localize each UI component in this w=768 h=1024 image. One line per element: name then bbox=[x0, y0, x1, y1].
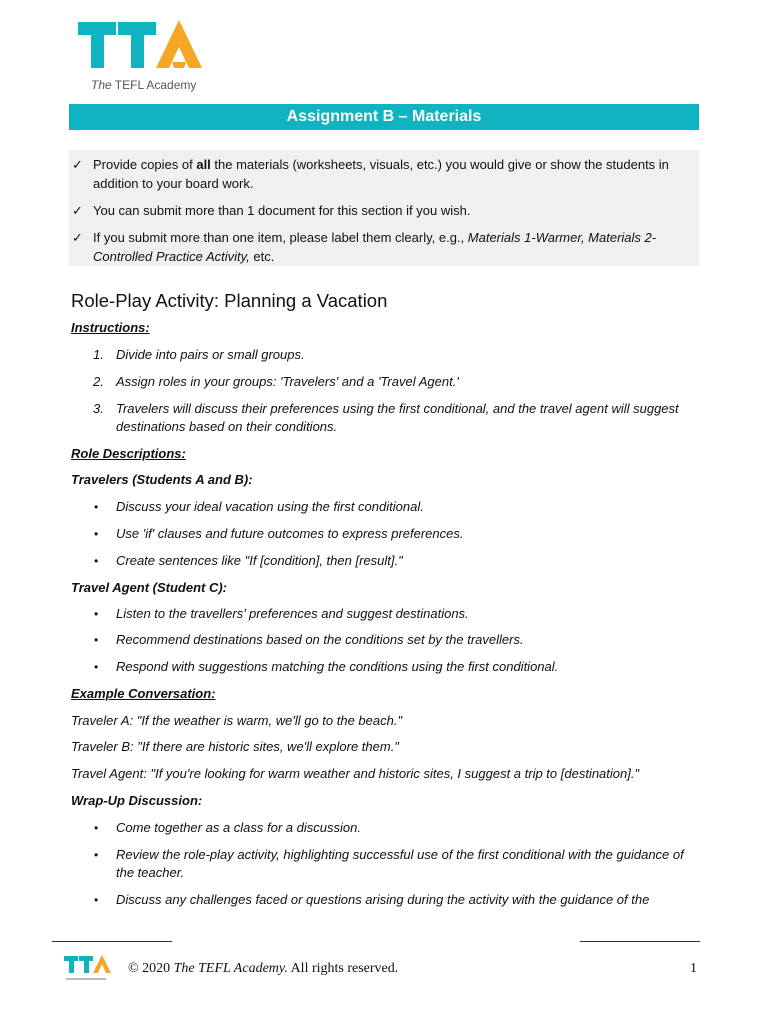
footer-logo bbox=[64, 954, 114, 986]
bullet-icon: • bbox=[94, 660, 99, 674]
agent-item: • Respond with suggestions matching the conditions using the first conditional. bbox=[94, 659, 559, 674]
bullet-icon: • bbox=[94, 527, 99, 541]
wrapup-heading: Wrap-Up Discussion: bbox=[71, 793, 203, 808]
checkmark-icon: ✓ bbox=[72, 230, 83, 245]
logo-subtitle-rest: TEFL Academy bbox=[111, 78, 197, 92]
wrapup-item: • Come together as a class for a discussion. bbox=[94, 820, 361, 835]
wrapup-item: • Review the role-play activity, highlighting successful use of the first conditional with the guidance of the teacher. bbox=[94, 847, 684, 880]
bullet-icon: • bbox=[94, 821, 99, 835]
travelers-item: • Create sentences like "If [condition], then [result]." bbox=[94, 553, 403, 568]
travelers-heading: Travelers (Students A and B): bbox=[71, 472, 253, 487]
page-number: 1 bbox=[690, 961, 697, 976]
bullet-icon: • bbox=[94, 607, 99, 621]
footer-divider bbox=[52, 941, 172, 942]
copyright-text: © 2020 The TEFL Academy. All rights reserved. bbox=[128, 961, 399, 976]
checkmark-icon: ✓ bbox=[72, 157, 83, 172]
activity-title: Role-Play Activity: Planning a Vacation bbox=[71, 290, 388, 311]
footer-divider bbox=[580, 941, 700, 942]
example-line: Traveler A: "If the weather is warm, we'll go to the beach." bbox=[71, 713, 403, 728]
travelers-item: • Discuss your ideal vacation using the first conditional. bbox=[94, 499, 424, 514]
logo-subtitle: The TEFL Academy bbox=[91, 78, 197, 92]
bullet-icon: • bbox=[94, 893, 99, 907]
bullet-icon: • bbox=[94, 500, 99, 514]
agent-item: • Listen to the travellers’ preferences and suggest destinations. bbox=[94, 606, 469, 621]
guideline-item: ✓ If you submit more than one item, please label them clearly, e.g., Materials 1-Warmer, Materials 2- Controlled Practice Activity, etc. bbox=[72, 230, 657, 264]
wrapup-item: • Discuss any challenges faced or questions arising during the activity with the guidance of the bbox=[94, 892, 650, 907]
instructions-heading: Instructions: bbox=[71, 320, 150, 335]
guideline-item: ✓ Provide copies of all the materials (worksheets, visuals, etc.) you would give or show the students in addition to your board work. bbox=[72, 157, 669, 191]
example-line: Traveler B: "If there are historic sites, we'll explore them." bbox=[71, 739, 399, 754]
tefl-academy-logo bbox=[78, 20, 208, 94]
instruction-item: 1. Divide into pairs or small groups. bbox=[93, 347, 305, 362]
agent-heading: Travel Agent (Student C): bbox=[71, 580, 228, 595]
instruction-item: 2. Assign roles in your groups: 'Travelers' and a 'Travel Agent.' bbox=[93, 374, 459, 389]
example-line: Travel Agent: "If you're looking for warm weather and historic sites, I suggest a trip to [destination]." bbox=[71, 766, 640, 781]
bullet-icon: • bbox=[94, 554, 99, 568]
guideline-item: ✓ You can submit more than 1 document for this section if you wish. bbox=[69, 202, 699, 221]
guidelines-panel bbox=[69, 150, 699, 266]
agent-item: • Recommend destinations based on the conditions set by the travellers. bbox=[94, 632, 524, 647]
example-heading: Example Conversation: bbox=[71, 686, 216, 701]
bullet-icon: • bbox=[94, 848, 99, 862]
assignment-banner: Assignment B – Materials bbox=[69, 104, 699, 130]
bullet-icon: • bbox=[94, 633, 99, 647]
instruction-item: 3. Travelers will discuss their preferences using the first conditional, and the travel agent will suggest destinations based on their conditions. bbox=[93, 401, 679, 434]
checkmark-icon: ✓ bbox=[72, 203, 83, 218]
roles-heading: Role Descriptions: bbox=[71, 446, 186, 461]
travelers-item: • Use 'if' clauses and future outcomes to express preferences. bbox=[94, 526, 464, 541]
